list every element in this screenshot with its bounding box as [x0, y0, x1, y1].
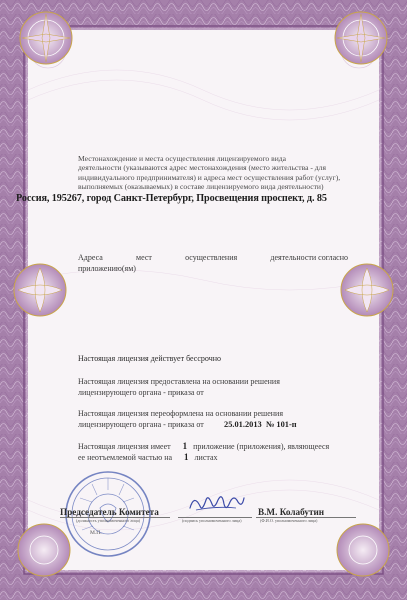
basis-line: Настоящая лицензия предоставлена на основании решения [78, 377, 280, 386]
rosette-ornament [16, 8, 76, 68]
signer-name: В.М. Колабутин [258, 507, 325, 517]
signature-block [60, 507, 360, 537]
validity-text: Настоящая лицензия действует бессрочно [78, 354, 222, 363]
appendix-text: приложение (приложения), являющееся [193, 442, 330, 451]
activity-addresses [78, 252, 348, 274]
activity-word: Адреса [78, 253, 103, 262]
signer-position: Председатель Комитета [60, 507, 159, 517]
appendix-line [78, 441, 358, 452]
appendix-paragraph [78, 441, 358, 463]
basis-line: лицензирующего органа - приказа от [78, 388, 204, 397]
appendix-line [78, 452, 358, 463]
activity-line [78, 252, 348, 263]
reissue-number: № 101-п [265, 420, 297, 429]
activity-line: приложению(ям) [78, 264, 136, 273]
position-caption: (должность уполномоченного лица) [76, 518, 141, 523]
license-address: Россия, 195267, город Санкт-Петербург, Просвещения проспект, д. 85 [16, 193, 327, 204]
heading-line: выполняемых (оказываемых) в составе лицензируемого вида деятельности) [78, 182, 324, 192]
reissue-line: лицензирующего органа - приказа от [78, 420, 204, 429]
reissue-line: Настоящая лицензия переоформлена на основании решения [78, 409, 284, 418]
appendix-text: Настоящая лицензия имеет [78, 442, 171, 451]
rosette-ornament [10, 260, 70, 320]
seal-place-label: М.П. [90, 530, 102, 536]
heading-line: деятельности (указываются адрес местонахождения (место жительства - для [78, 163, 326, 173]
name-caption: (Ф.И.О. уполномоченного лица) [260, 518, 318, 523]
reissue-order [224, 419, 297, 430]
reissue-paragraph [78, 408, 297, 430]
location-heading [78, 154, 362, 192]
rosette-ornament [331, 8, 391, 68]
basis-paragraph [78, 376, 280, 398]
signature-caption: (подпись уполномоченного лица) [182, 518, 242, 523]
activity-word: осуществления [185, 253, 238, 262]
reissue-date: 25.01.2013 [224, 420, 262, 429]
activity-word: деятельности согласно [270, 253, 348, 262]
appendix-text: ее неотъемлемой частью на [78, 453, 173, 462]
heading-line: Местонахождение и места осуществления лицензируемого вида [78, 154, 287, 163]
appendix-count: 1 [182, 441, 188, 451]
activity-word: мест [136, 253, 152, 262]
appendix-text: листах [194, 453, 218, 462]
heading-line: индивидуального предпринимателя) и адреса мест осуществления работ (услуг), [78, 172, 341, 182]
appendix-sheets: 1 [184, 452, 189, 462]
